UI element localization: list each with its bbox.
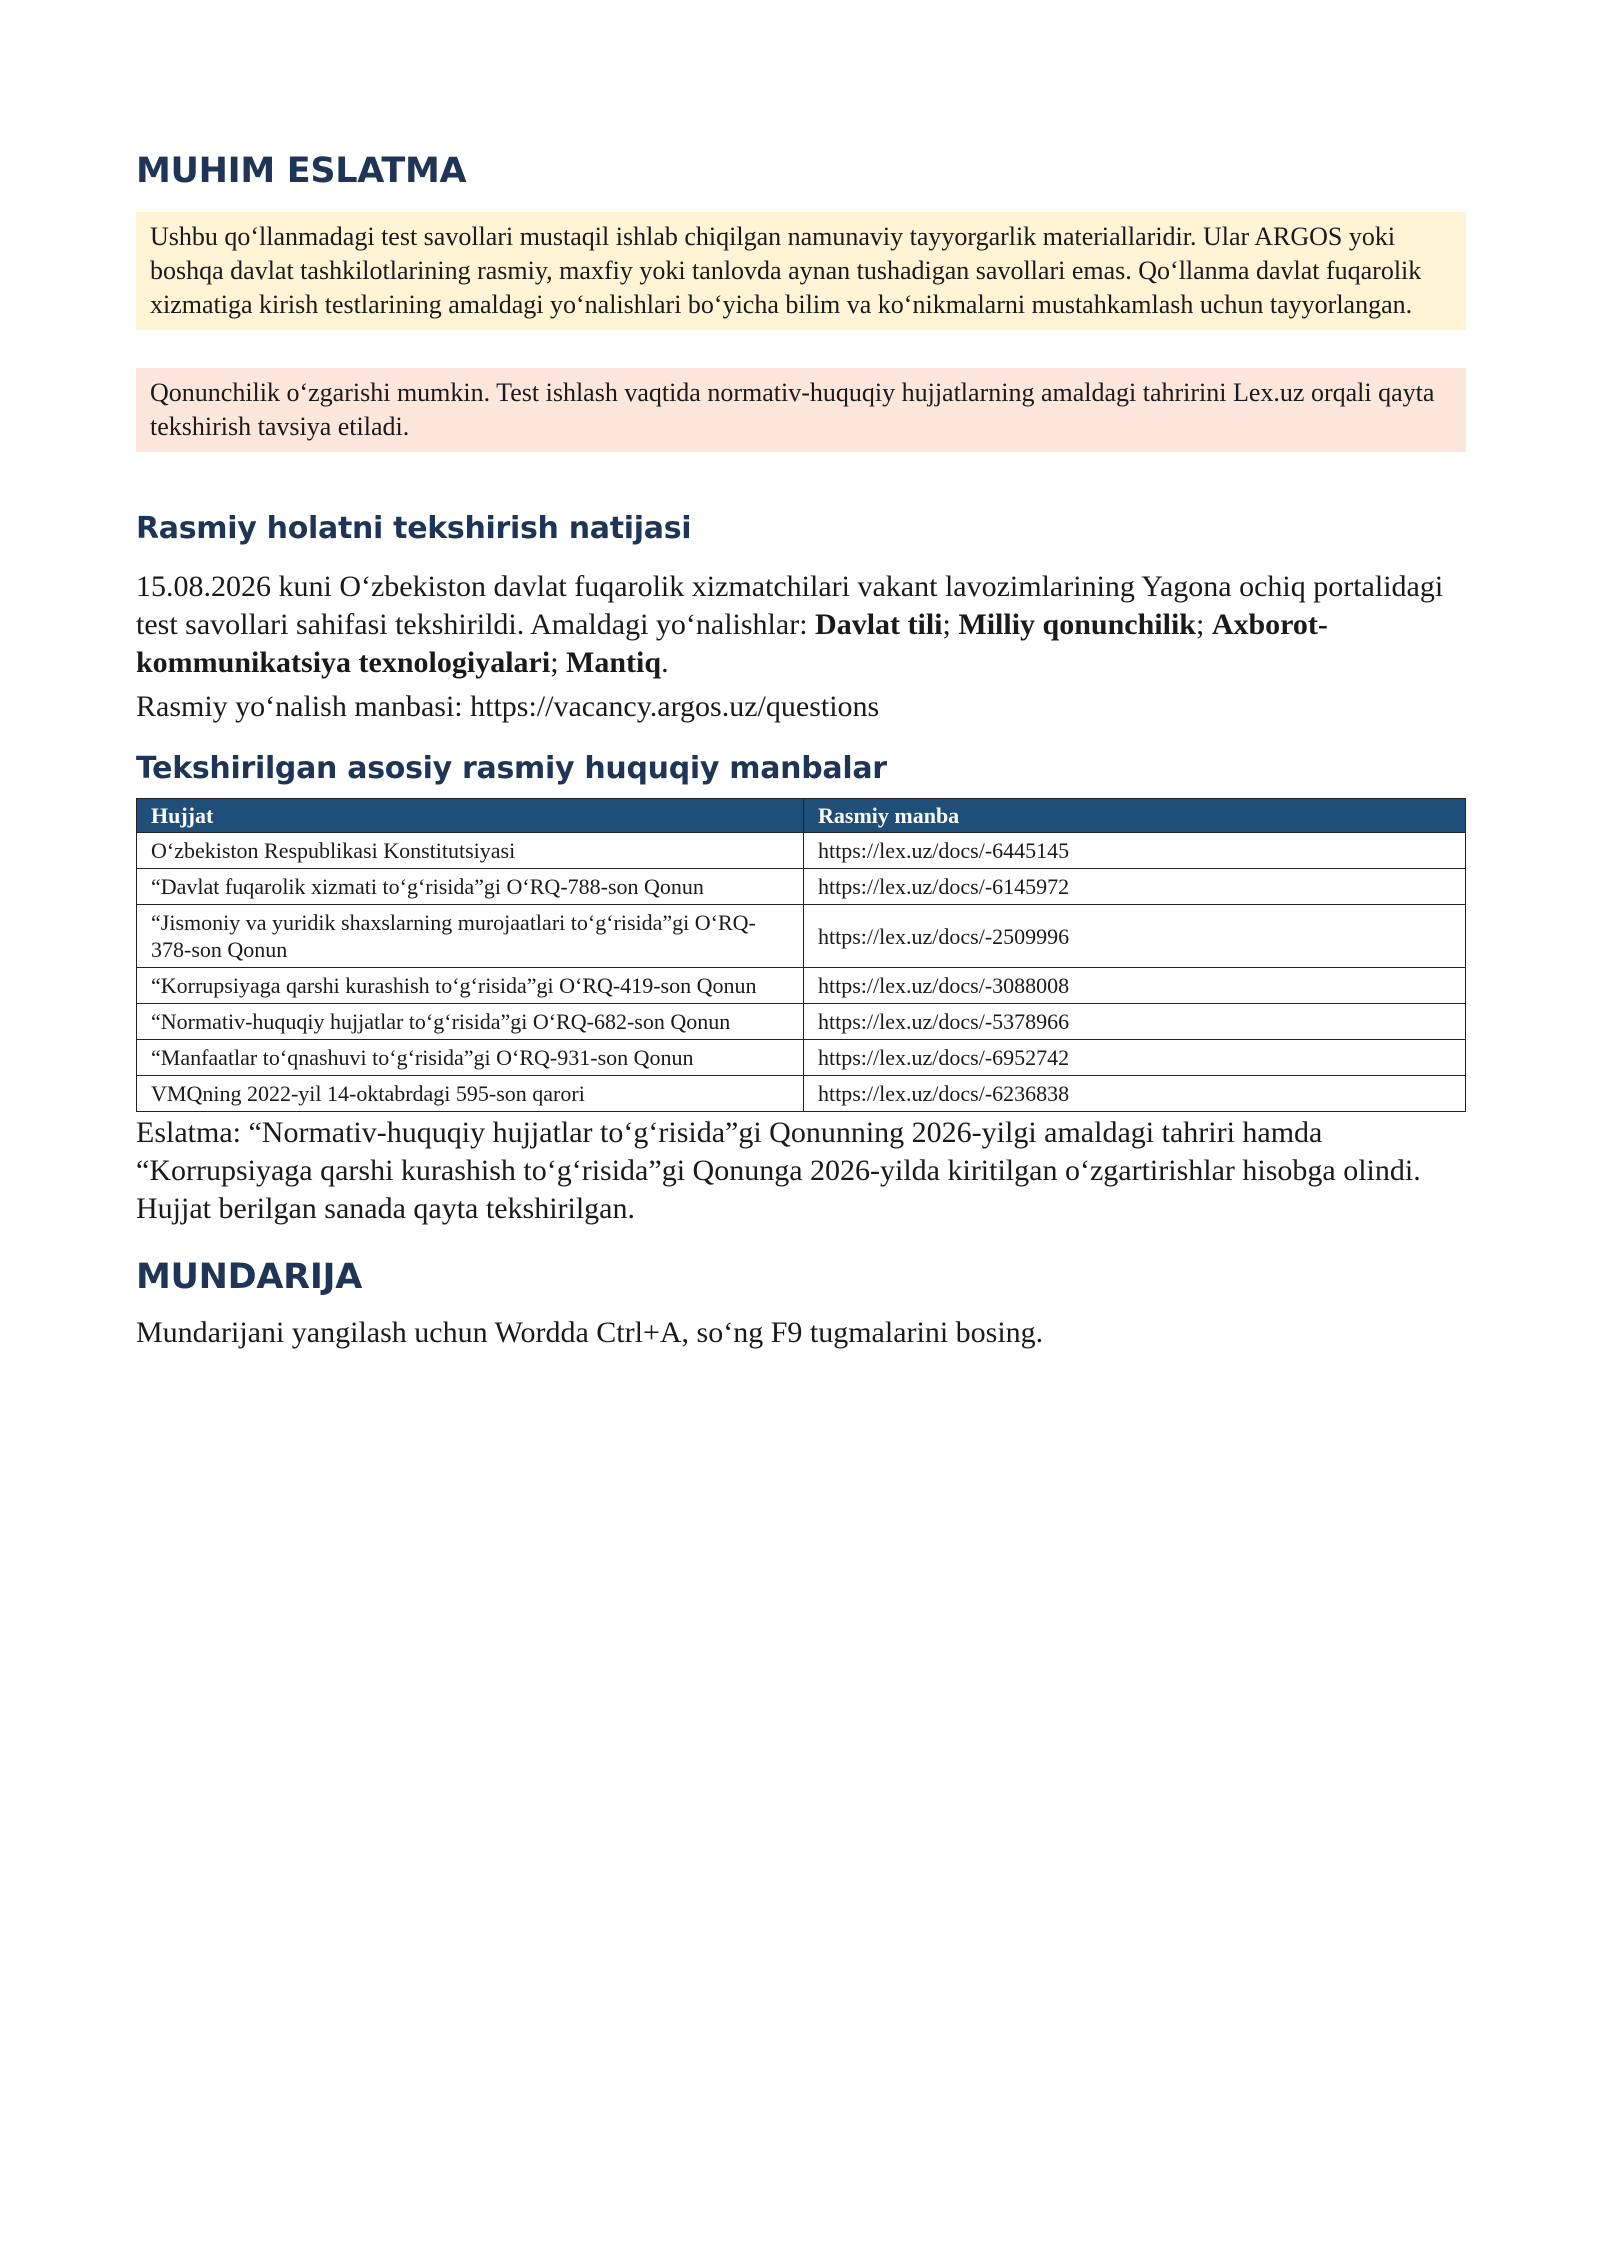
source-link-cell[interactable]: https://lex.uz/docs/-5378966 — [804, 1004, 1466, 1040]
document-cell: “Davlat fuqarolik xizmati to‘g‘risida”gi O‘RQ-788-son Qonun — [137, 869, 804, 905]
table-row — [137, 833, 1466, 869]
source-link-cell[interactable]: https://lex.uz/docs/-6145972 — [804, 869, 1466, 905]
toc-instruction: Mundarijani yangilash uchun Wordda Ctrl+A, so‘ng F9 tugmalarini bosing. — [136, 1316, 1044, 1349]
sources-note: Eslatma: “Normativ-huquqiy hujjatlar to‘g‘risida”gi Qonunning 2026-yilgi amaldagi tahriri hamda “Korrupsiyaga qarshi kurashish to‘g‘risida”gi Qonunga 2026-yilda kiritilgan o‘zgartirishlar hisobga olindi. Hujjat berilgan sanada qayta tekshirilgan. — [136, 1116, 1421, 1225]
column-header-document: Hujjat — [137, 799, 804, 833]
table-row — [137, 1004, 1466, 1040]
direction-item: Milliy qonunchilik — [958, 608, 1196, 641]
warning-box — [136, 368, 1466, 452]
table-row — [137, 968, 1466, 1004]
source-link-cell[interactable]: https://lex.uz/docs/-3088008 — [804, 968, 1466, 1004]
table-row — [137, 869, 1466, 905]
sources-heading: Tekshirilgan asosiy rasmiy huquqiy manbalar — [136, 751, 887, 786]
disclaimer-box — [136, 212, 1466, 330]
document-cell: “Jismoniy va yuridik shaxslarning murojaatlari to‘g‘risida”gi O‘RQ-378-son Qonun — [137, 905, 804, 968]
notice-heading: MUHIM ESLATMA — [136, 151, 467, 191]
column-header-source: Rasmiy manba — [804, 799, 1466, 833]
direction-item: Davlat tili — [815, 608, 943, 641]
document-cell: O‘zbekiston Respublikasi Konstitutsiyasi — [137, 833, 804, 869]
document-cell: “Korrupsiyaga qarshi kurashish to‘g‘risida”gi O‘RQ-419-son Qonun — [137, 968, 804, 1004]
direction-item: Axborot-kommunikatsiya texnologiyalari — [136, 608, 1328, 679]
source-line: Rasmiy yo‘nalish manbasi: https://vacancy.argos.uz/questions — [136, 690, 880, 723]
sources-table — [136, 798, 1466, 1112]
table-row — [137, 905, 1466, 968]
document-cell: “Normativ-huquqiy hujjatlar to‘g‘risida”gi O‘RQ-682-son Qonun — [137, 1004, 804, 1040]
source-link-cell[interactable]: https://lex.uz/docs/-2509996 — [804, 905, 1466, 968]
source-link-cell[interactable]: https://lex.uz/docs/-6445145 — [804, 833, 1466, 869]
status-intro: 15.08.2026 kuni O‘zbekiston davlat fuqarolik xizmatchilari vakant lavozimlarining Yagona ochiq portalidagi test savollari sahifasi tekshirildi. Amaldagi yo‘nalishlar: — [136, 570, 1444, 641]
disclaimer-text: Ushbu qo‘llanmadagi test savollari mustaqil ishlab chiqilgan namunaviy tayyorgarlik materiallaridir. Ular ARGOS yoki boshqa davlat tashkilotlarining rasmiy, maxfiy yoki tanlovda aynan tushadigan savollari emas. Qo‘llanma davlat fuqarolik xizmatiga kirish testlarining amaldagi yo‘nalishlari bo‘yicha bilim va ko‘nikmalarni mustahkamlash uchun tayyorlangan. — [150, 222, 1422, 319]
document-page — [136, 150, 1466, 1352]
document-cell: “Manfaatlar to‘qnashuvi to‘g‘risida”gi O‘RQ-931-son Qonun — [137, 1040, 804, 1076]
status-paragraph: 15.08.2026 kuni O‘zbekiston davlat fuqarolik xizmatchilari vakant lavozimlarining Yagona ochiq portalidagi test savollari sahifasi tekshirildi. Amaldagi yo‘nalishlar: Davlat tili; Milliy qonunchilik; Axborot-kommunikatsiya texnologiyalari; Mantiq. — [136, 570, 1444, 679]
source-link-cell[interactable]: https://lex.uz/docs/-6952742 — [804, 1040, 1466, 1076]
warning-text: Qonunchilik o‘zgarishi mumkin. Test ishlash vaqtida normativ-huquqiy hujjatlarning amaldagi tahririni Lex.uz orqali qayta tekshirish tavsiya etiladi. — [150, 378, 1435, 441]
direction-item: Mantiq — [566, 646, 662, 679]
source-link-cell[interactable]: https://lex.uz/docs/-6236838 — [804, 1076, 1466, 1112]
table-header-row — [137, 799, 1466, 833]
document-cell: VMQning 2022-yil 14-oktabrdagi 595-son qarori — [137, 1076, 804, 1112]
toc-heading: MUNDARIJA — [136, 1257, 363, 1297]
table-row — [137, 1040, 1466, 1076]
table-row — [137, 1076, 1466, 1112]
status-heading: Rasmiy holatni tekshirish natijasi — [136, 511, 692, 546]
